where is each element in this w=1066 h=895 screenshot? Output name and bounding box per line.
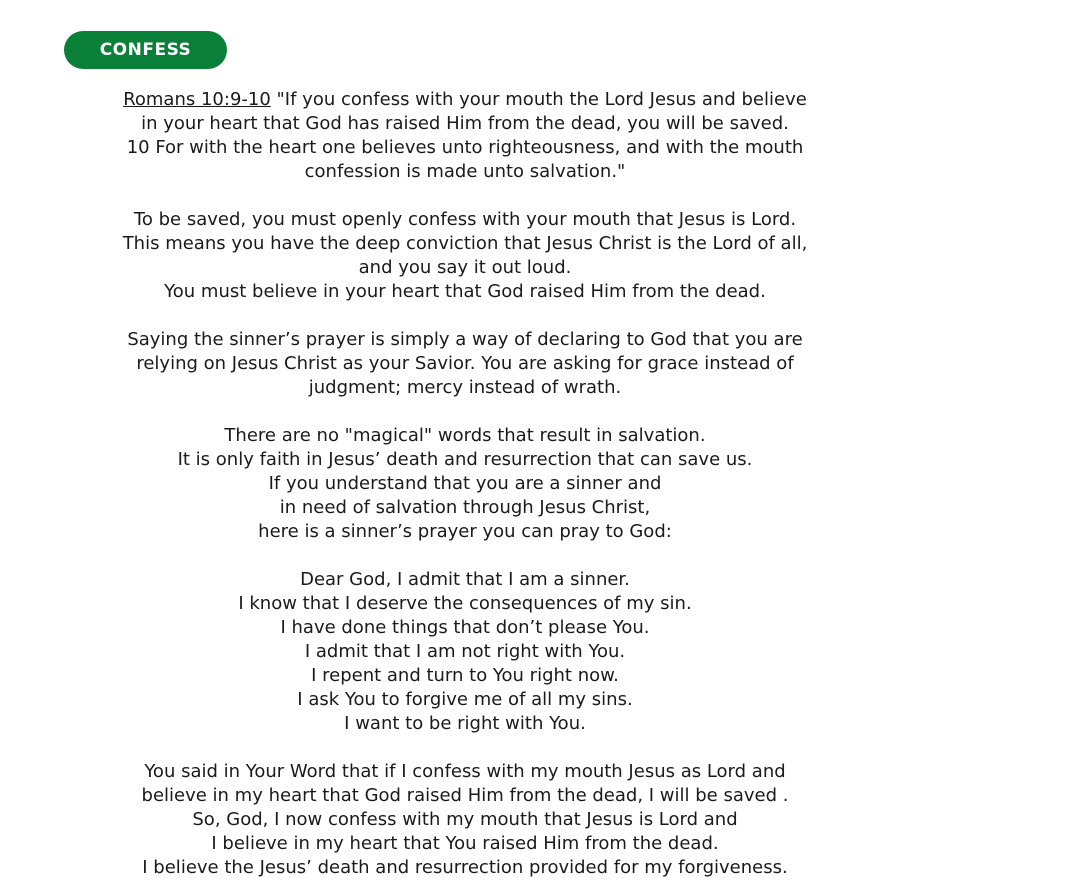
text-line: To be saved, you must openly confess with your mouth that Jesus is Lord. (133, 209, 797, 230)
prayer-line: believe in my heart that God raised Him from the dead, I will be saved . (141, 785, 789, 806)
scripture-line (55, 88, 875, 112)
scripture-line-text: "If you confess with your mouth the Lord Jesus and believe (270, 89, 807, 110)
confession-prayer-paragraph (55, 760, 875, 880)
prayer-line: I believe in my heart that You raised Him from the dead. (211, 833, 719, 854)
prayer-line: I repent and turn to You right now. (311, 665, 619, 686)
scripture-line: confession is made unto salvation." (304, 161, 626, 182)
prayer-line: I ask You to forgive me of all my sins. (297, 689, 633, 710)
sinners-prayer-explanation (55, 328, 875, 400)
prayer-line: Dear God, I admit that I am a sinner. (300, 569, 630, 590)
prayer-line: I want to be right with You. (344, 713, 586, 734)
text-line: and you say it out loud. (358, 257, 572, 278)
text-line: It is only faith in Jesus’ death and resurrection that can save us. (177, 449, 753, 470)
scripture-reference-link[interactable]: Romans 10:9-10 (123, 89, 271, 110)
confess-badge[interactable]: CONFESS (64, 31, 227, 69)
scripture-line: in your heart that God has raised Him from the dead, you will be saved. (141, 113, 789, 134)
text-line: If you understand that you are a sinner and (268, 473, 662, 494)
prayer-line: I know that I deserve the consequences of my sin. (238, 593, 692, 614)
confession-paragraph (55, 208, 875, 304)
text-line: in need of salvation through Jesus Christ, (279, 497, 651, 518)
prayer-line: So, God, I now confess with my mouth that Jesus is Lord and (192, 809, 738, 830)
faith-paragraph (55, 424, 875, 544)
text-line: here is a sinner’s prayer you can pray to God: (258, 521, 672, 542)
text-line: This means you have the deep conviction that Jesus Christ is the Lord of all, (122, 233, 808, 254)
text-line: relying on Jesus Christ as your Savior. You are asking for grace instead of (136, 353, 794, 374)
scripture-paragraph (55, 88, 875, 184)
prayer-paragraph (55, 568, 875, 736)
main-content (55, 88, 875, 880)
scripture-line: 10 For with the heart one believes unto righteousness, and with the mouth (126, 137, 804, 158)
text-line: There are no "magical" words that result in salvation. (224, 425, 706, 446)
prayer-line: I believe the Jesus’ death and resurrection provided for my forgiveness. (142, 857, 788, 878)
text-line: judgment; mercy instead of wrath. (308, 377, 622, 398)
text-line: You must believe in your heart that God raised Him from the dead. (164, 281, 766, 302)
prayer-line: I have done things that don’t please You. (280, 617, 650, 638)
prayer-line: I admit that I am not right with You. (304, 641, 626, 662)
prayer-line: You said in Your Word that if I confess with my mouth Jesus as Lord and (144, 761, 786, 782)
text-line: Saying the sinner’s prayer is simply a way of declaring to God that you are (127, 329, 803, 350)
